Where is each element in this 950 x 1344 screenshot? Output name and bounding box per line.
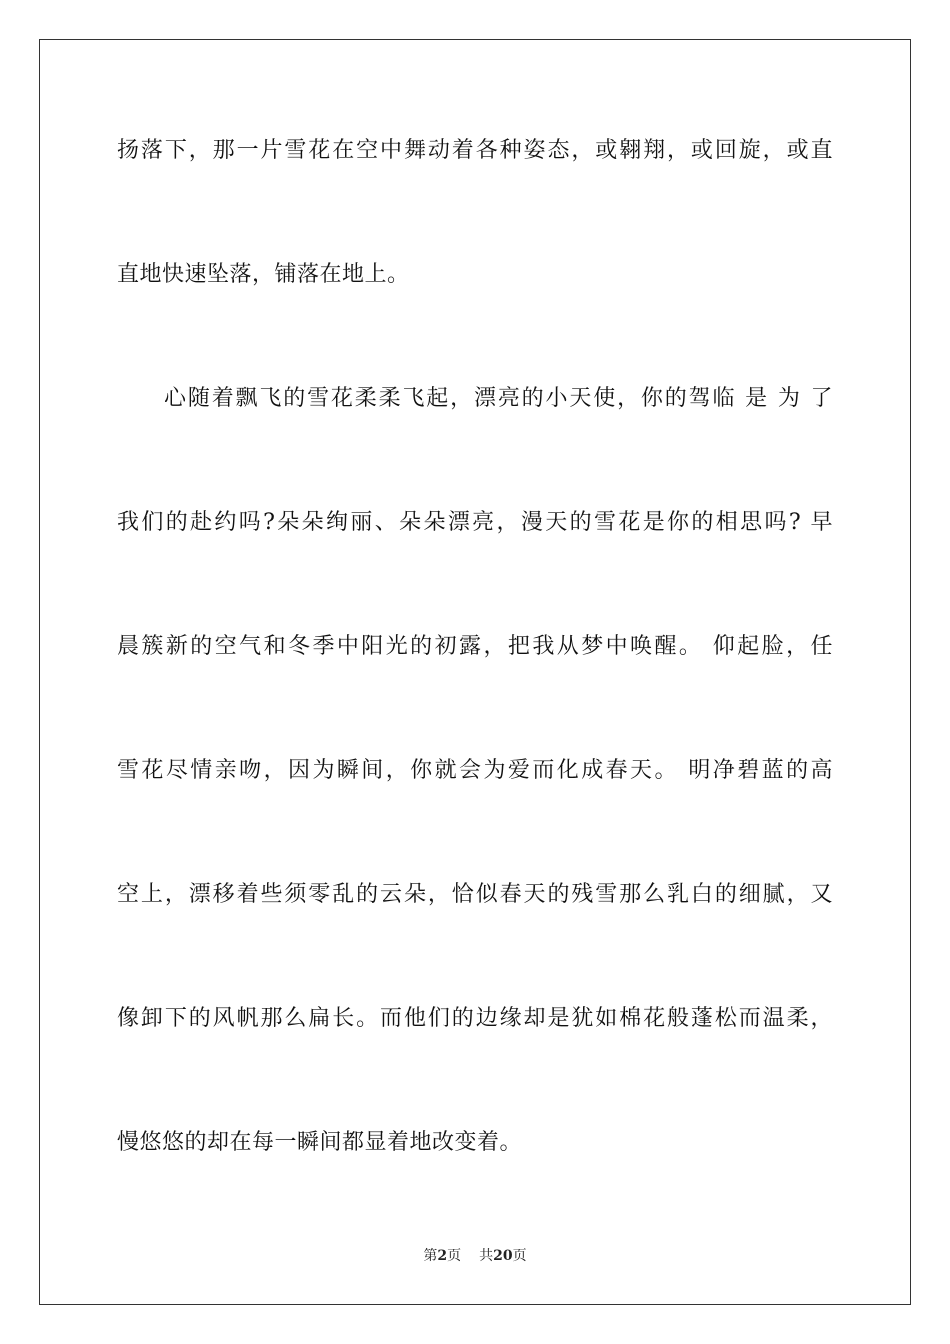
- total-pages: 20: [493, 1248, 513, 1264]
- page-prefix: 第: [423, 1248, 438, 1264]
- total-suffix: 页: [512, 1248, 527, 1264]
- body-text-line-9: 慢悠悠的却在每一瞬间都显着地改变着。: [117, 1130, 523, 1155]
- body-text-line-1: 扬落下，那一片雪花在空中舞动着各种姿态，或翱翔，或回旋，或直: [117, 138, 833, 163]
- body-text-line-4: 我们的赴约吗?朵朵绚丽、朵朵漂亮，漫天的雪花是你的相思吗? 早: [117, 510, 833, 535]
- page-number: 2: [437, 1248, 448, 1264]
- page-border: [39, 39, 911, 1305]
- paragraph-first-line: 心随着飘飞的雪花柔柔飞起，漂亮的小天使，你的驾临 是 为 了: [164, 386, 833, 411]
- body-text-line-8: 像卸下的风帆那么扁长。而他们的边缘却是犹如棉花般蓬松而温柔，: [117, 1006, 833, 1031]
- page-suffix: 页: [447, 1248, 462, 1264]
- page-footer: [0, 1247, 950, 1265]
- body-text-line-6: 雪花尽情亲吻，因为瞬间，你就会为爱而化成春天。 明净碧蓝的高: [117, 758, 833, 783]
- body-text-line-5: 晨簇新的空气和冬季中阳光的初露，把我从梦中唤醒。 仰起脸，任: [117, 634, 833, 659]
- body-text-line-2: 直地快速坠落，铺落在地上。: [117, 262, 410, 287]
- body-text-line-7: 空上，漂移着些须零乱的云朵，恰似春天的残雪那么乳白的细腻，又: [117, 882, 833, 907]
- total-prefix: 共: [479, 1248, 494, 1264]
